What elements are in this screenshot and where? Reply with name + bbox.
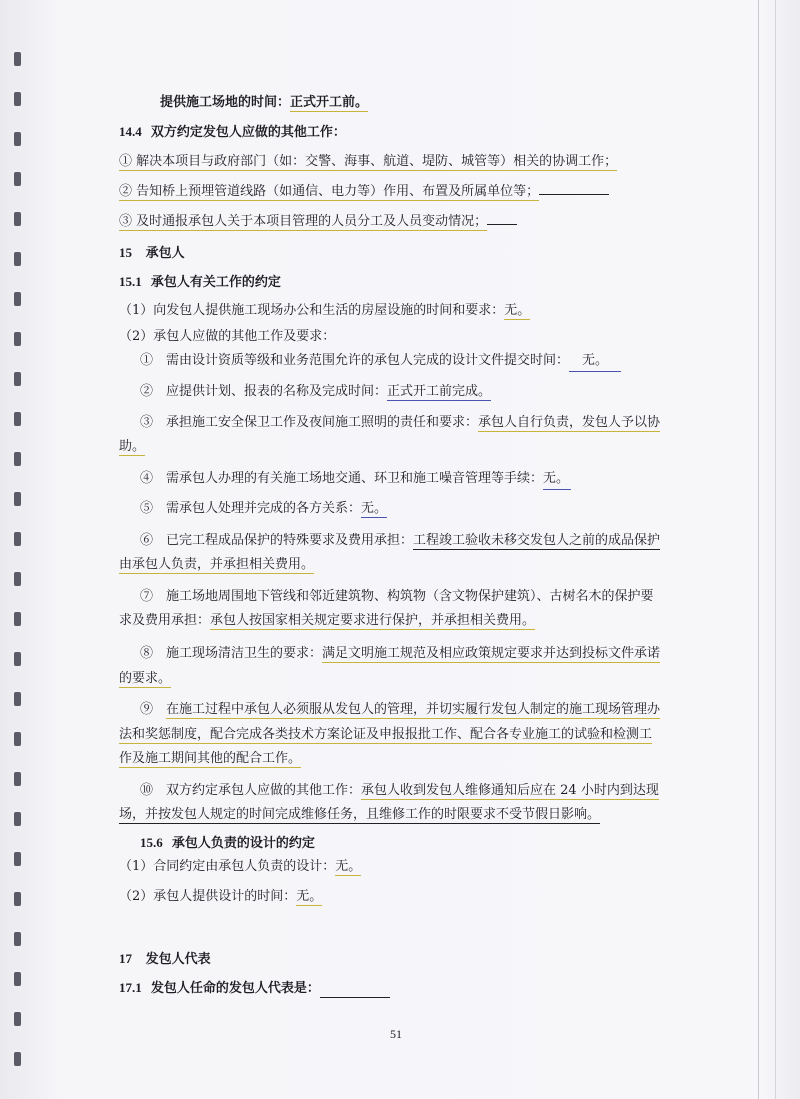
employer-item-3 <box>119 213 517 231</box>
binding-hole <box>14 52 21 66</box>
site-time-label: 提供施工场地的时间： <box>160 95 291 110</box>
binding-hole <box>14 412 21 426</box>
sub-item-9-cont2 <box>119 750 301 768</box>
binding-hole <box>14 1052 21 1066</box>
item-value: 法和奖惩制度，配合完成各类技术方案论证及申报报批工作、配合各专业施工的试验和检测工 <box>119 727 653 742</box>
binding-hole <box>14 172 21 186</box>
sub-item-1 <box>140 352 621 372</box>
item-value: 无。 <box>504 303 531 318</box>
contractor-item-1 <box>119 302 530 320</box>
item-value: 由承包人负责，并承担相关费用。 <box>119 557 315 572</box>
section-15-6-heading <box>140 834 315 853</box>
section-number: 15 <box>119 245 132 260</box>
site-time-line <box>160 94 368 112</box>
binding-hole <box>14 772 21 786</box>
item-value: 无。 <box>569 352 621 372</box>
section-title: 承包人 <box>145 246 185 261</box>
binding-hole <box>14 372 21 386</box>
sub-item-7-cont <box>119 612 535 630</box>
item-label: ⑤ 需承包人处理并完成的各方关系： <box>140 501 362 516</box>
item-label: （1）合同约定由承包人负责的设计： <box>119 859 336 874</box>
section-17-1-heading <box>119 979 390 998</box>
item-label: ⑩ 双方约定承包人应做的其他工作： <box>140 783 362 798</box>
binding-hole <box>14 452 21 466</box>
item-label: （2）承包人提供设计的时间： <box>119 889 297 904</box>
item-value: 无。 <box>335 859 362 874</box>
binding-hole <box>14 132 21 146</box>
binding-hole <box>14 1012 21 1026</box>
item-value: 满足文明施工规范及相应政策规定要求并达到投标文件承诺 <box>322 646 661 661</box>
binding-hole <box>14 692 21 706</box>
page-number: 51 <box>390 1027 402 1041</box>
sub-item-8 <box>140 645 660 663</box>
sub-item-6-cont <box>119 556 314 574</box>
sub-item-6 <box>140 532 660 550</box>
section-number: 17.1 <box>119 980 142 995</box>
contractor-item-2 <box>119 328 335 346</box>
employer-item-1 <box>119 153 617 171</box>
item-label: ⑨ <box>140 702 167 717</box>
section-title: 承包人负责的设计的约定 <box>171 836 315 851</box>
item-value: 场，并按发包人规定的时间完成维修任务，且维修工作的时限要求不受节假日影响。 <box>119 807 601 822</box>
item-value: 工程竣工验收未移交发包人之前的成品保护 <box>413 533 661 548</box>
binding-hole <box>14 332 21 346</box>
section-title: 发包人任命的发包人代表是： <box>150 981 320 996</box>
page-edge <box>758 0 759 1099</box>
sub-item-10-cont <box>119 806 600 824</box>
section-title: 承包人有关工作的约定 <box>150 275 281 290</box>
section-number: 17 <box>119 951 132 966</box>
section-17-heading <box>119 950 211 969</box>
section-title: 双方约定发包人应做的其他工作： <box>150 125 346 140</box>
sub-item-9 <box>140 701 660 719</box>
blank-underline <box>487 223 517 225</box>
sub-item-3-cont <box>119 438 145 456</box>
binding-hole <box>14 492 21 506</box>
section-number: 15.1 <box>119 274 142 289</box>
binding-hole <box>14 932 21 946</box>
binding-hole <box>14 252 21 266</box>
binding-hole <box>14 612 21 626</box>
section-number: 14.4 <box>119 124 142 139</box>
sub-item-10 <box>140 782 659 800</box>
item-value: 无。 <box>543 470 571 490</box>
item-value: 助。 <box>119 439 146 454</box>
sub-item-4 <box>140 470 571 490</box>
binding-hole <box>14 212 21 226</box>
blank-underline <box>539 193 609 195</box>
section-15-1-heading <box>119 273 281 292</box>
item-value: 无。 <box>296 889 323 904</box>
employer-item-2 <box>119 183 609 201</box>
representative-blank <box>320 982 390 998</box>
item-label: ① 需由设计资质等级和业务范围允许的承包人完成的设计文件提交时间： <box>140 353 570 368</box>
design-item-1 <box>119 858 361 876</box>
employer-item-3-text: ③ 及时通报承包人关于本项目管理的人员分工及人员变动情况； <box>119 214 488 229</box>
item-label: （1）向发包人提供施工现场办公和生活的房屋设施的时间和要求： <box>119 303 505 318</box>
item-value: 的要求。 <box>119 671 172 686</box>
employer-item-1-text: ① 解决本项目与政府部门（如：交警、海事、航道、堤防、城管等）相关的协调工作； <box>119 154 618 169</box>
item-value: 承包人按国家相关规定要求进行保护，并承担相关费用。 <box>210 613 536 628</box>
binding-hole <box>14 92 21 106</box>
section-14-4-heading <box>119 123 346 142</box>
item-value: 在施工过程中承包人必须服从发包人的管理，并切实履行发包人制定的施工现场管理办 <box>166 702 661 717</box>
binding-hole <box>14 972 21 986</box>
binding-hole <box>14 852 21 866</box>
page-edge <box>775 0 776 1099</box>
item-label: （2）承包人应做的其他工作及要求： <box>119 329 336 344</box>
item-label: ③ 承担施工安全保卫工作及夜间施工照明的责任和要求： <box>140 415 479 430</box>
item-label: ② 应提供计划、报表的名称及完成时间： <box>140 384 388 399</box>
sub-item-2 <box>140 383 491 401</box>
binding-hole <box>14 652 21 666</box>
sub-item-9-cont <box>119 726 652 744</box>
section-number: 15.6 <box>140 835 163 850</box>
sub-item-7 <box>140 588 654 606</box>
section-15-heading <box>119 244 185 263</box>
binding-hole <box>14 812 21 826</box>
item-value: 承包人自行负责，发包人予以协 <box>478 415 661 430</box>
item-value: 承包人收到发包人维修通知后应在 24 小时内到达现 <box>361 783 659 798</box>
site-time-value: 正式开工前。 <box>290 95 369 110</box>
item-label: ⑥ 已完工程成品保护的特殊要求及费用承担： <box>140 533 414 548</box>
employer-item-2-text: ② 告知桥上预埋管道线路（如通信、电力等）作用、布置及所属单位等； <box>119 184 540 199</box>
item-value: 无。 <box>361 501 388 516</box>
binding-hole <box>14 532 21 546</box>
sub-item-3 <box>140 414 660 432</box>
item-label: 求及费用承担： <box>119 613 211 628</box>
sub-item-8-cont <box>119 670 171 688</box>
section-title: 发包人代表 <box>145 952 211 967</box>
binding-strip <box>0 0 40 1099</box>
binding-hole <box>14 572 21 586</box>
item-value: 作及施工期间其他的配合工作。 <box>119 751 302 766</box>
binding-hole <box>14 732 21 746</box>
item-label: ④ 需承包人办理的有关施工场地交通、环卫和施工噪音管理等手续： <box>140 471 544 486</box>
binding-hole <box>14 292 21 306</box>
design-item-2 <box>119 888 322 906</box>
item-label: ⑧ 施工现场清洁卫生的要求： <box>140 646 323 661</box>
sub-item-5 <box>140 500 387 518</box>
item-label: ⑦ 施工场地周围地下管线和邻近建筑物、构筑物（含文物保护建筑）、古树名木的保护要 <box>140 589 654 604</box>
binding-hole <box>14 892 21 906</box>
item-value: 正式开工前完成。 <box>387 384 492 399</box>
